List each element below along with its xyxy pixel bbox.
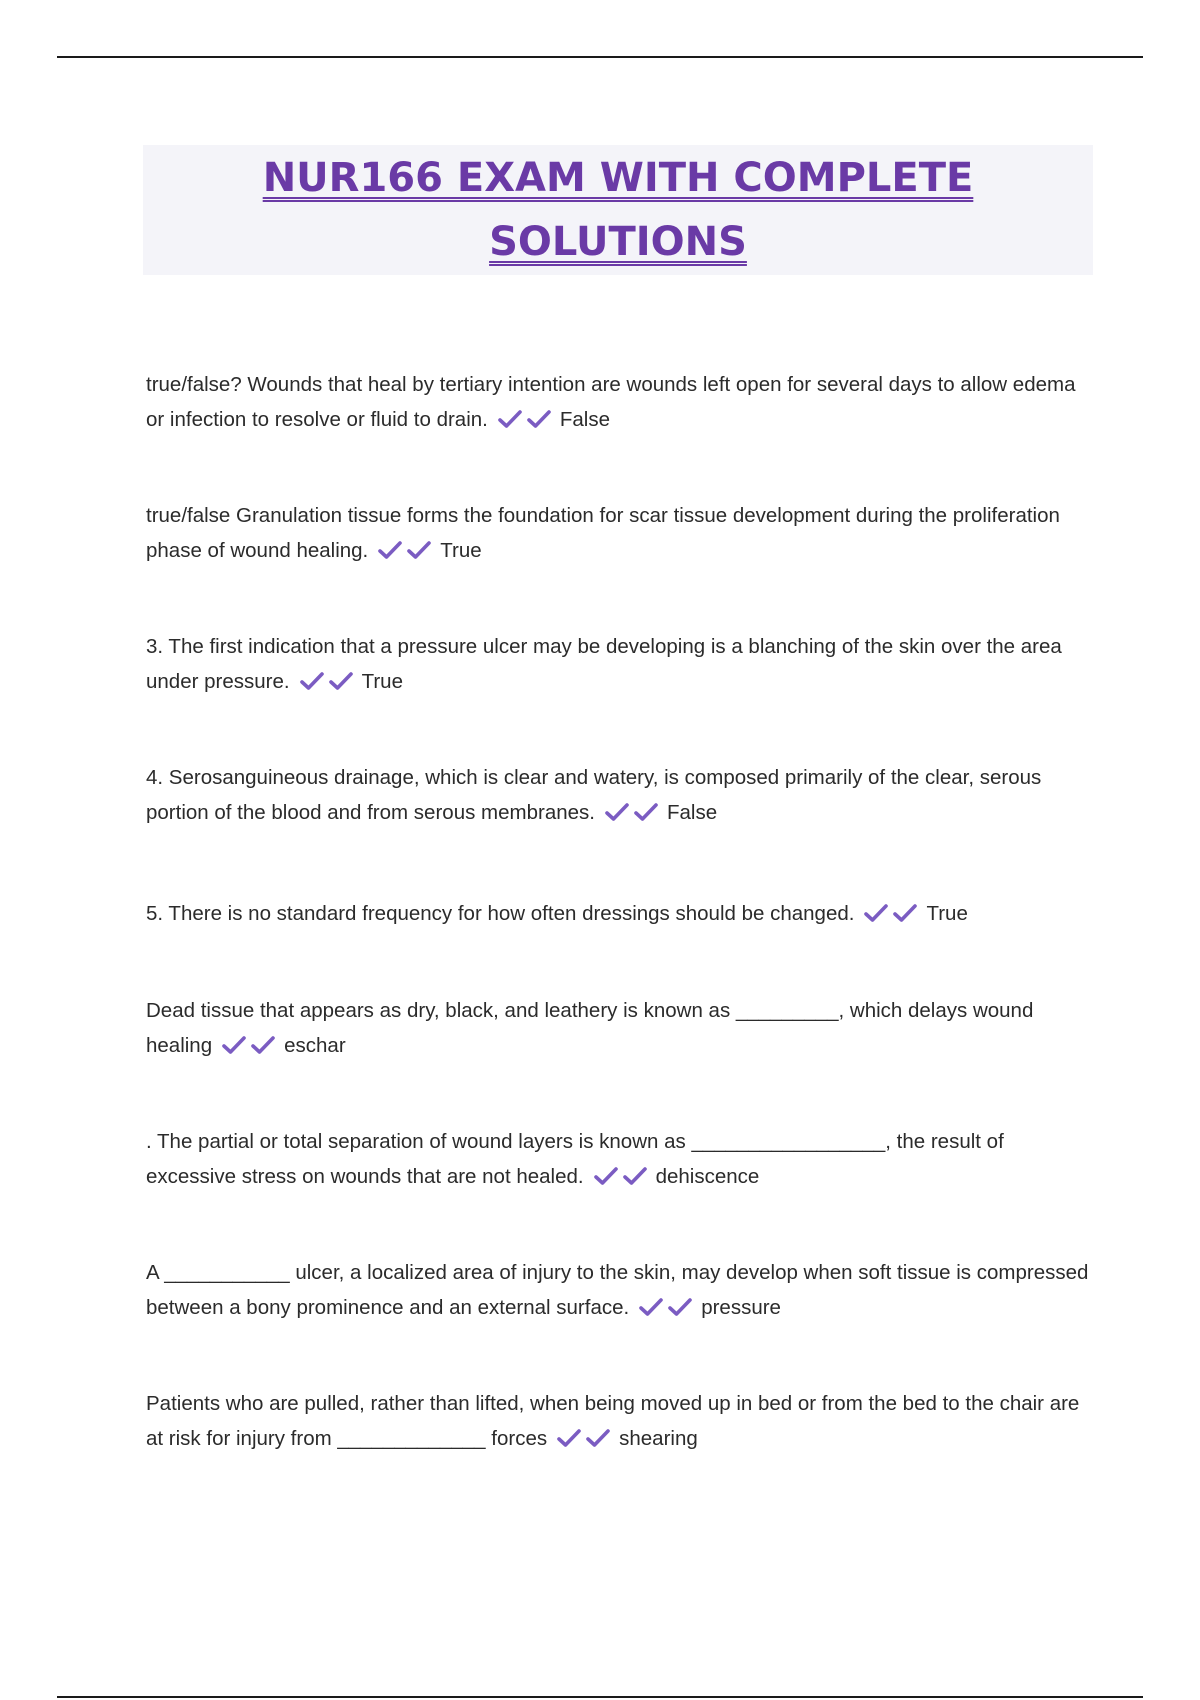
check-icon <box>329 671 353 691</box>
check-icon <box>864 903 888 923</box>
check-icon <box>639 1297 663 1317</box>
check-icon <box>605 802 629 822</box>
check-icon <box>407 540 431 560</box>
double-check-icon <box>378 536 436 571</box>
answer-text: False <box>559 408 610 431</box>
question-text: Patients who are pulled, rather than lifted, when being moved up in bed or from the bed to the chair are at risk for injury from _____________ forces <box>146 1392 1080 1450</box>
answer-text: eschar <box>284 1034 346 1057</box>
check-icon <box>586 1428 610 1448</box>
question-text: . The partial or total separation of wound layers is known as _________________, the result of excessive stress on wounds that are not healed. <box>146 1130 1004 1188</box>
qa-item <box>146 896 1096 934</box>
question-text: Dead tissue that appears as dry, black, and leathery is known as _________, which delays wound healing <box>146 999 1034 1057</box>
double-check-icon <box>222 1031 280 1066</box>
double-check-icon <box>639 1293 697 1328</box>
check-icon <box>557 1428 581 1448</box>
double-check-icon <box>557 1424 615 1459</box>
answer-text: pressure <box>701 1296 781 1319</box>
question-text: 4. Serosanguineous drainage, which is clear and watery, is composed primarily of the clear, serous portion of the blood and from serous membranes. <box>146 766 1042 824</box>
check-icon <box>251 1035 275 1055</box>
qa-item <box>146 1386 1096 1459</box>
check-icon <box>893 903 917 923</box>
check-icon <box>634 802 658 822</box>
double-check-icon <box>300 667 358 702</box>
qa-item <box>146 367 1096 440</box>
answer-text: True <box>361 670 403 693</box>
check-icon <box>527 409 551 429</box>
top-rule <box>57 56 1143 58</box>
question-text: 3. The first indication that a pressure ulcer may be developing is a blanching of the skin over the area under pressure. <box>146 635 1062 693</box>
check-icon <box>668 1297 692 1317</box>
answer-text: True <box>926 902 968 925</box>
check-icon <box>300 671 324 691</box>
bottom-rule <box>57 1696 1143 1698</box>
page-title: NUR166 EXAM WITH COMPLETE SOLUTIONS <box>262 155 974 265</box>
check-icon <box>623 1166 647 1186</box>
question-text: true/false Granulation tissue forms the foundation for scar tissue development during the proliferation phase of wound healing. <box>146 504 1060 562</box>
check-icon <box>594 1166 618 1186</box>
check-icon <box>498 409 522 429</box>
double-check-icon <box>864 899 922 934</box>
qa-item <box>146 993 1096 1066</box>
title-banner <box>143 145 1093 275</box>
question-text: A ___________ ulcer, a localized area of injury to the skin, may develop when soft tissue is compressed between a bony prominence and an external surface. <box>146 1261 1089 1319</box>
qa-item <box>146 760 1096 833</box>
check-icon <box>378 540 402 560</box>
question-text: true/false? Wounds that heal by tertiary intention are wounds left open for several days to allow edema or infection to resolve or fluid to drain. <box>146 373 1076 431</box>
qa-item <box>146 1124 1096 1197</box>
double-check-icon <box>498 405 556 440</box>
question-text: 5. There is no standard frequency for how often dressings should be changed. <box>146 902 855 925</box>
qa-item <box>146 498 1096 571</box>
answer-text: True <box>440 539 482 562</box>
qa-item <box>146 1255 1096 1328</box>
answer-text: shearing <box>619 1427 698 1450</box>
double-check-icon <box>605 798 663 833</box>
check-icon <box>222 1035 246 1055</box>
answer-text: False <box>666 801 718 824</box>
answer-text: dehiscence <box>655 1165 760 1188</box>
qa-item <box>146 629 1096 702</box>
double-check-icon <box>594 1162 652 1197</box>
